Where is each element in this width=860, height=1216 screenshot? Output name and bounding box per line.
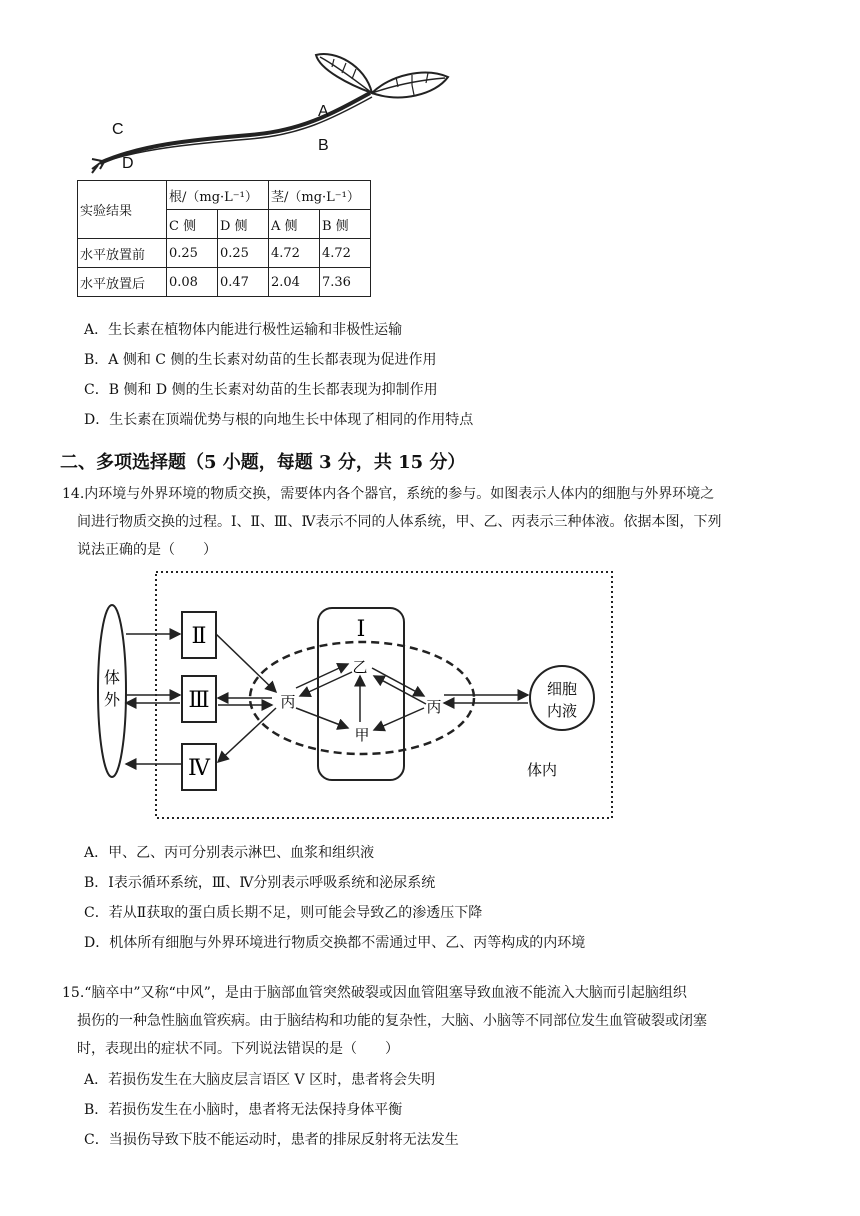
diagram-fluid-top: 乙	[352, 658, 368, 676]
table-row	[78, 239, 371, 268]
q14-option-a: A．甲、乙、丙可分别表示淋巴、血浆和组织液	[84, 845, 375, 861]
table-cell: 0.08	[167, 268, 218, 297]
q13-option-b: B．A 侧和 C 侧的生长素对幼苗的生长都表现为促进作用	[84, 352, 437, 368]
table-header-root: 根/（mg·L⁻¹）	[167, 181, 269, 210]
q14-stem-line: 说法正确的是（ ）	[77, 542, 217, 558]
table-rowhead: 实验结果	[78, 181, 167, 239]
q15-stem-line: 损伤的一种急性脑血管疾病。由于脑结构和功能的复杂性，大脑、小脑等不同部位发生血管破裂或闭塞	[77, 1013, 707, 1029]
q15-stem-line: 15.“脑卒中”又称“中风”，是由于脑部血管突然破裂或因血管阻塞导致血液不能流入大脑而引起脑组织	[62, 985, 687, 1001]
table-header-stem: 茎/（mg·L⁻¹）	[269, 181, 371, 210]
label-A: A	[318, 103, 329, 120]
table-cell: 7.36	[320, 268, 371, 297]
q15-option-b: B．若损伤发生在小脑时，患者将无法保持身体平衡	[84, 1102, 403, 1118]
diagram-outside-1: 体	[103, 668, 121, 687]
diagram-outside-2: 外	[103, 690, 121, 709]
q15-stem-line: 时，表现出的症状不同。下列说法错误的是（ ）	[77, 1041, 399, 1057]
diagram-fluid-bottom: 甲	[354, 726, 370, 744]
table-cell: 水平放置前	[78, 239, 167, 268]
table-row	[78, 268, 371, 297]
section-title: 二、多项选择题（5 小题，每题 3 分，共 15 分）	[60, 452, 466, 473]
diagram-cell-fluid-1: 细胞	[546, 680, 578, 698]
q13-option-d: D．生长素在顶端优势与根的向地生长中体现了相同的作用特点	[84, 412, 474, 428]
table-cell: 4.72	[269, 239, 320, 268]
q15-option-c: C．当损伤导致下肢不能运动时，患者的排尿反射将无法发生	[84, 1132, 459, 1148]
q14-option-c: C．若从Ⅱ获取的蛋白质长期不足，则可能会导致乙的渗透压下降	[84, 905, 483, 921]
q14-option-d: D．机体所有细胞与外界环境进行物质交换都不需通过甲、乙、丙等构成的内环境	[84, 935, 586, 951]
table-cell: 2.04	[269, 268, 320, 297]
diagram-system-I: Ⅰ	[356, 617, 366, 642]
q14-stem-line: 间进行物质交换的过程。Ⅰ、Ⅱ、Ⅲ、Ⅳ表示不同的人体系统，甲、乙、丙表示三种体液。依据本图，下列	[77, 514, 722, 530]
diagram-system-III: Ⅲ	[188, 688, 210, 713]
label-B: B	[318, 137, 329, 154]
q14-option-b: B．Ⅰ表示循环系统，Ⅲ、Ⅳ分别表示呼吸系统和泌尿系统	[84, 875, 436, 891]
table-cell: 0.25	[218, 239, 269, 268]
diagram-system-IV: Ⅳ	[188, 756, 210, 781]
table-subheader: C 侧	[167, 210, 218, 239]
q13-option-a: A．生长素在植物体内能进行极性运输和非极性运输	[84, 322, 403, 338]
q13-option-c: C．B 侧和 D 侧的生长素对幼苗的生长都表现为抑制作用	[84, 382, 438, 398]
diagram-fluid-left: 丙	[280, 693, 296, 711]
table-subheader: B 侧	[320, 210, 371, 239]
diagram-fluid-right: 丙	[426, 698, 442, 716]
diagram-system-II: Ⅱ	[191, 624, 207, 649]
label-D: D	[122, 155, 134, 172]
diagram-inside: 体内	[526, 761, 558, 779]
exchange-diagram	[90, 568, 620, 823]
seedling-figure	[80, 45, 460, 180]
table-subheader: D 侧	[218, 210, 269, 239]
diagram-cell-fluid-2: 内液	[546, 702, 578, 720]
label-C: C	[112, 121, 124, 138]
table-cell: 水平放置后	[78, 268, 167, 297]
table-subheader: A 侧	[269, 210, 320, 239]
table-cell: 0.25	[167, 239, 218, 268]
q15-option-a: A．若损伤发生在大脑皮层言语区 V 区时，患者将会失明	[84, 1072, 436, 1088]
table-cell: 4.72	[320, 239, 371, 268]
q14-stem-line: 14.内环境与外界环境的物质交换，需要体内各个器官，系统的参与。如图表示人体内的细胞与外界环境之	[62, 486, 715, 502]
table-cell: 0.47	[218, 268, 269, 297]
results-table	[77, 180, 371, 297]
